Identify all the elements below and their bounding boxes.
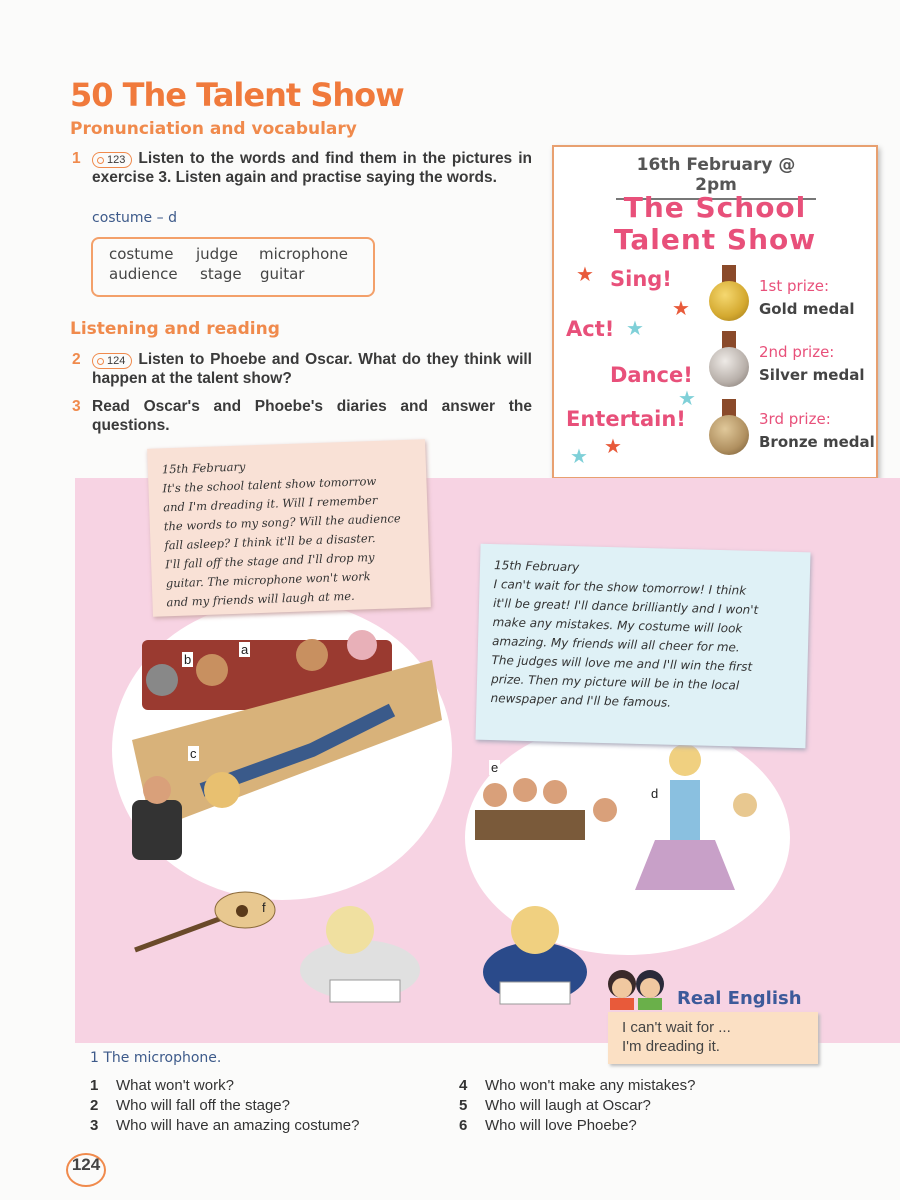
diary-line: The judges will love me and I'll win the first (491, 653, 753, 674)
guitar-icon (130, 880, 290, 965)
diary-date: 15th February (493, 558, 580, 575)
section-heading-pronunciation: Pronunciation and vocabulary (70, 119, 357, 139)
word: judge (196, 245, 238, 263)
word: costume (109, 245, 174, 263)
star-icon: ★ (570, 446, 588, 468)
exercise-text: Listen to the words and find them in the pictures in exercise 3. Listen again and practise saying the words. (92, 150, 532, 186)
poster-date: 16th February @ 2pm (616, 155, 816, 200)
page-number: 124 (66, 1153, 106, 1187)
diary-line: amazing. My friends will all cheer for me. (491, 634, 740, 655)
prize-2 (759, 341, 864, 387)
question: 2 Who will fall off the stage? (90, 1097, 290, 1114)
prize-medal: Silver medal (759, 366, 865, 384)
real-english-title: Real English (677, 988, 802, 1009)
diary-line: the words to my song? Will the audience (163, 511, 401, 534)
exercise-1 (72, 149, 532, 187)
picture-label-e: e (491, 760, 499, 775)
activity-dance: Dance! (610, 363, 693, 387)
star-icon: ★ (576, 264, 594, 286)
oscar-nightmare-illustration (112, 600, 452, 900)
star-icon: ★ (678, 388, 696, 410)
questions-left (90, 1076, 359, 1136)
page-title: 50 The Talent Show (70, 76, 404, 114)
audio-track-badge[interactable]: 124 (92, 353, 132, 369)
diary-line: and my friends will laugh at me. (166, 588, 355, 610)
diary-line: I can't wait for the show tomorrow! I think (493, 577, 747, 598)
oscar-writing-illustration (290, 900, 430, 1015)
question: 1 What won't work? (90, 1077, 234, 1094)
diary-line: and I'm dreading it. Will I remember (162, 492, 378, 515)
diary-line: I'll fall off the stage and I'll drop my (164, 550, 375, 572)
activity-entertain: Entertain! (566, 407, 686, 431)
prize-1 (759, 275, 855, 321)
prize-medal: Bronze medal (759, 433, 875, 451)
picture-label-d: d (651, 786, 659, 801)
star-icon: ★ (672, 298, 690, 320)
word: guitar (260, 265, 305, 283)
phoebe-writing-illustration (475, 900, 595, 1015)
diary-line: make any mistakes. My costume will look (492, 615, 743, 636)
prize-place: 2nd prize: (759, 343, 835, 361)
question: 3 Who will have an amazing costume? (90, 1117, 360, 1134)
exercise-number: 1 (72, 150, 81, 167)
exercise-number: 3 (72, 398, 81, 415)
exercise-3 (72, 397, 532, 435)
answer-example: 1 The microphone. (90, 1050, 222, 1066)
audio-track-badge[interactable]: 123 (92, 152, 132, 168)
exercise-text: Read Oscar's and Phoebe's diaries and answer the questions. (92, 398, 532, 434)
kids-icon (604, 966, 674, 1015)
talent-show-poster (552, 145, 878, 479)
activity-act: Act! (566, 317, 615, 341)
diary-line: guitar. The microphone won't work (165, 569, 371, 591)
word: microphone (259, 245, 348, 263)
diary-line: prize. Then my picture will be in the local (490, 672, 740, 693)
real-english-box (608, 1012, 818, 1064)
exercise-2 (72, 350, 532, 388)
diary-date: 15th February (161, 459, 246, 477)
questions-right (459, 1076, 695, 1136)
phoebe-diary (475, 544, 810, 749)
prize-place: 3rd prize: (759, 410, 831, 428)
poster-title-line2: Talent Show (613, 223, 817, 256)
prize-3 (759, 408, 875, 454)
oscar-diary (147, 439, 431, 617)
prize-medal: Gold medal (759, 300, 855, 318)
phrase: I can't wait for ... (622, 1019, 731, 1036)
section-heading-listening: Listening and reading (70, 319, 280, 339)
picture-label-a: a (241, 642, 249, 657)
diary-line: It's the school talent show tomorrow (162, 473, 377, 496)
picture-label-c: c (190, 746, 197, 761)
phrase: I'm dreading it. (622, 1038, 720, 1055)
prize-place: 1st prize: (759, 277, 830, 295)
poster-title-line1: The School (623, 191, 807, 224)
picture-label-f: f (262, 900, 266, 915)
star-icon: ★ (626, 318, 644, 340)
picture-label-b: b (184, 652, 192, 667)
activity-sing: Sing! (610, 267, 672, 291)
bronze-medal-icon (709, 399, 749, 455)
question: 6 Who will love Phoebe? (459, 1117, 637, 1134)
word: stage (200, 265, 242, 283)
gold-medal-icon (709, 265, 749, 321)
example-answer: costume – d (92, 210, 177, 226)
exercise-number: 2 (72, 351, 81, 368)
diary-line: newspaper and I'll be famous. (490, 691, 672, 710)
question: 4 Who won't make any mistakes? (459, 1077, 696, 1094)
word: audience (109, 265, 178, 283)
diary-line: fall asleep? I think it'll be a disaster. (164, 530, 376, 553)
exercise-text: Listen to Phoebe and Oscar. What do they think will happen at the talent show? (92, 351, 532, 387)
silver-medal-icon (709, 331, 749, 387)
question: 5 Who will laugh at Oscar? (459, 1097, 651, 1114)
star-icon: ★ (604, 436, 622, 458)
word-box (91, 237, 375, 297)
oscar-thought-bubble (112, 600, 452, 900)
diary-line: it'll be great! I'll dance brilliantly and I won't (492, 596, 759, 618)
